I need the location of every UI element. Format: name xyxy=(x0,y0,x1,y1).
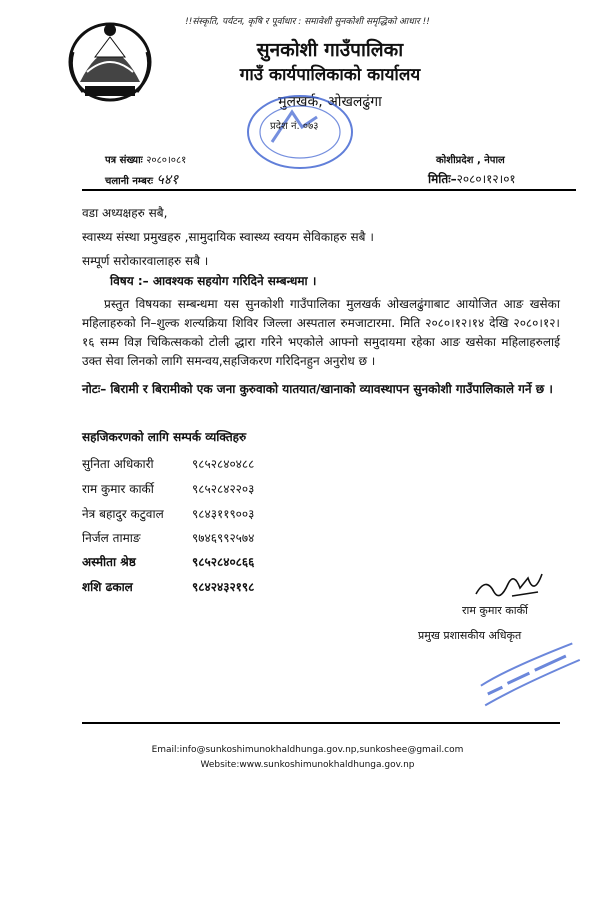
contact-name: निर्जल तामाङ xyxy=(82,531,141,545)
recipient-line: वडा अध्यक्षहरु सबै, xyxy=(82,206,168,220)
signatory-name: राम कुमार कार्की xyxy=(462,604,528,617)
signature-icon xyxy=(468,566,548,606)
office-title: गाउँ कार्यपालिकाको कार्यालय xyxy=(239,65,421,85)
recipient-line: स्वास्थ्य संस्था प्रमुखहरु ,सामुदायिक स्वास्थ्य स्वयम सेविकाहरु सबै । xyxy=(82,230,374,244)
dispatch-number-label: चलानी नम्बरः xyxy=(105,176,153,187)
office-stamp-icon xyxy=(242,92,357,172)
contact-phone: ९८५२८४२२०३ xyxy=(192,482,255,496)
footer-divider xyxy=(82,722,560,724)
stamp-text: प्रदेश नं. ०७३ xyxy=(270,121,319,132)
note: नोटः– बिरामी र बिरामीको एक जना कुरुवाको यातयात/खानाको व्यावस्थापन सुनकोशी गाउँपालिकाले गर्ने छ । xyxy=(82,382,553,396)
designation-stamp-icon xyxy=(470,640,590,710)
contact-phone: ९८४३११९००३ xyxy=(192,507,255,521)
date-label: मितिः– xyxy=(428,172,457,186)
dispatch-number xyxy=(105,170,178,189)
header-divider xyxy=(82,189,576,191)
header-motto: !!संस्कृति, पर्यटन, कृषि र पूर्वाधार : समावेशी सुनकोशी समृद्धिको आधार !! xyxy=(185,17,430,27)
contacts-title: सहजिकरणको लागि सम्पर्क व्यक्तिहरु xyxy=(82,430,247,444)
letter-body: प्रस्तुत विषयका सम्बन्धमा यस सुनकोशी गाउँपालिका मुलखर्क ओखलढुंगाबाट आयोजित आङ खसेका महिलाहरुको नि–शुल्क शल्यक्रिया शिविर जिल्ला अस्पताल रुमजाटारमा. मिति २०८०।१२।१४ देखि २०८०।१२।१६ सम्म विज्ञ चिकित्सकको टोली द्धारा गरिने भएकोले आफ्नो समुदायमा रहेका आङ खसेका महिलाहरुलाई उक्त सेवा लिनको लागि समन्वय,सहजिकरण गरिदिनहुन अनुरोध छ । xyxy=(82,297,560,368)
contact-phone: ९८५२८४०४८८ xyxy=(192,457,255,471)
signatory-title: प्रमुख प्रशासकीय अधिकृत xyxy=(418,629,522,642)
recipient-line: सम्पूर्ण सरोकारवालाहरु सबै । xyxy=(82,254,209,268)
dispatch-number-value: ५४१ xyxy=(156,172,179,188)
footer-website[interactable]: Website:www.sunkoshimunokhaldhunga.gov.np xyxy=(200,760,415,770)
date-value: २०८०।१२।०१ xyxy=(456,172,516,186)
contact-phone: ९८४२४३२१९८ xyxy=(192,580,255,594)
footer-email[interactable]: Email:info@sunkoshimunokhaldhunga.gov.np,sunkoshee@gmail.com xyxy=(151,745,464,755)
contact-phone: ९७४६९९२५७४ xyxy=(192,531,255,545)
contact-name: अस्मीता श्रेष्ठ xyxy=(82,555,136,569)
letter-date xyxy=(428,170,516,187)
letter-number-value: २०८०।०८१ xyxy=(146,155,187,166)
contact-name: सुनिता अधिकारी xyxy=(82,457,154,471)
province: कोशीप्रदेश , नेपाल xyxy=(436,155,505,166)
letter-number-label: पत्र संख्याः xyxy=(105,155,143,166)
contact-name: शशि ढकाल xyxy=(82,580,133,594)
contact-phone: ९८५२८४०८६६ xyxy=(192,555,255,569)
subject: विषय :– आवश्यक सहयोग गरिदिने सम्बन्धमा । xyxy=(110,274,317,288)
letter-number xyxy=(105,152,186,166)
contact-name: राम कुमार कार्की xyxy=(82,482,154,496)
contact-name: नेत्र बहादुर कटुवाल xyxy=(82,507,164,521)
office-address: मुलखर्क, ओखलढुंगा xyxy=(278,94,382,110)
municipality-title: सुनकोशी गाउँपालिका xyxy=(256,39,404,61)
nepal-emblem-icon xyxy=(65,12,155,104)
